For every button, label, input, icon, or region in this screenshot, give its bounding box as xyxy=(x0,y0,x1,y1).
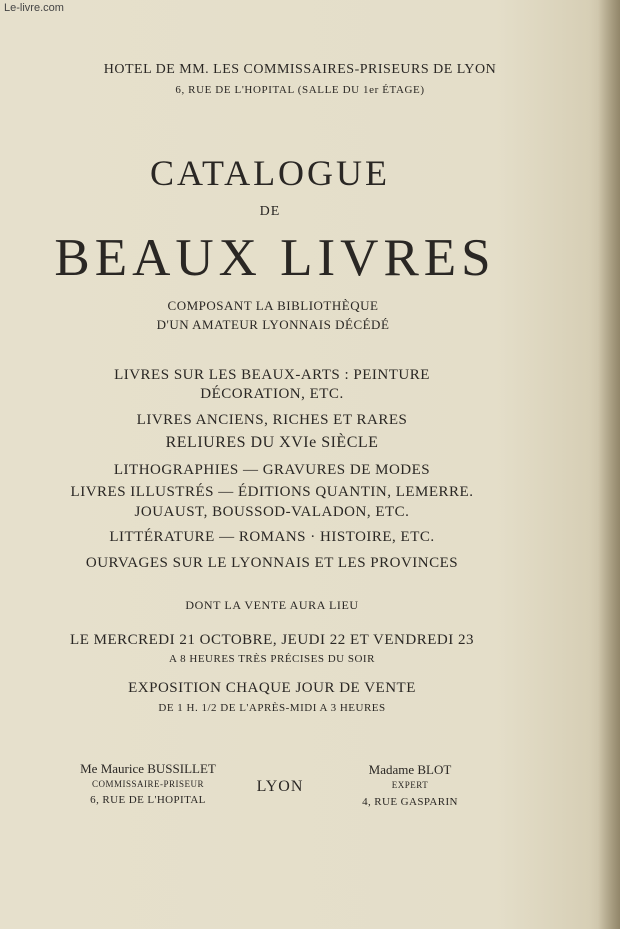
header-line-2: 6, RUE DE L'HOPITAL (SALLE DU 1er ÉTAGE) xyxy=(175,84,425,96)
sale-time: A 8 HEURES TRÈS PRÉCISES DU SOIR xyxy=(169,653,375,665)
subtitle-line-1: COMPOSANT LA BIBLIOTHÈQUE xyxy=(167,298,379,313)
sale-dates: LE MERCREDI 21 OCTOBRE, JEUDI 22 ET VENDREDI 23 xyxy=(70,632,474,648)
contents-line-9: OURVAGES SUR LE LYONNAIS ET LES PROVINCES xyxy=(85,555,459,571)
page-edge-shadow xyxy=(598,0,620,929)
title-de: DE xyxy=(259,204,281,219)
contents-line-5: LITHOGRAPHIES — GRAVURES DE MODES xyxy=(113,462,431,478)
expert-address: 4, RUE GASPARIN xyxy=(362,796,458,808)
contents-line-2: DÉCORATION, ETC. xyxy=(200,386,344,402)
expert-name: Madame BLOT xyxy=(368,762,452,777)
auctioneer-name: Me Maurice BUSSILLET xyxy=(80,761,216,776)
watermark: Le-livre.com xyxy=(4,2,64,14)
exposition: EXPOSITION CHAQUE JOUR DE VENTE xyxy=(128,680,416,696)
auctioneer-address: 6, RUE DE L'HOPITAL xyxy=(90,794,206,806)
contents-line-3: LIVRES ANCIENS, RICHES ET RARES xyxy=(136,412,408,428)
auctioneer-role: COMMISSAIRE-PRISEUR xyxy=(91,779,205,789)
expert-role: EXPERT xyxy=(391,780,429,790)
sale-intro: DONT LA VENTE AURA LIEU xyxy=(185,598,359,612)
exposition-time: DE 1 H. 1/2 DE L'APRÈS-MIDI A 3 HEURES xyxy=(158,702,386,714)
subtitle-line-2: D'UN AMATEUR LYONNAIS DÉCÉDÉ xyxy=(156,317,390,332)
contents-line-8: LITTÉRATURE — ROMANS · HISTOIRE, ETC. xyxy=(109,529,435,545)
title-main: BEAUX LIVRES xyxy=(54,229,496,287)
contents-line-6: LIVRES ILLUSTRÉS — ÉDITIONS QUANTIN, LEMERRE. xyxy=(70,484,474,500)
contents-line-4: RELIURES DU XVIe SIÈCLE xyxy=(165,434,379,451)
header-line-1: HOTEL DE MM. LES COMMISSAIRES-PRISEURS DE LYON xyxy=(103,62,497,77)
title-catalogue: CATALOGUE xyxy=(149,153,391,193)
city: LYON xyxy=(256,778,304,795)
contents-line-1: LIVRES SUR LES BEAUX-ARTS : PEINTURE xyxy=(114,367,430,383)
contents-line-7: JOUAUST, BOUSSOD-VALADON, ETC. xyxy=(134,504,410,520)
